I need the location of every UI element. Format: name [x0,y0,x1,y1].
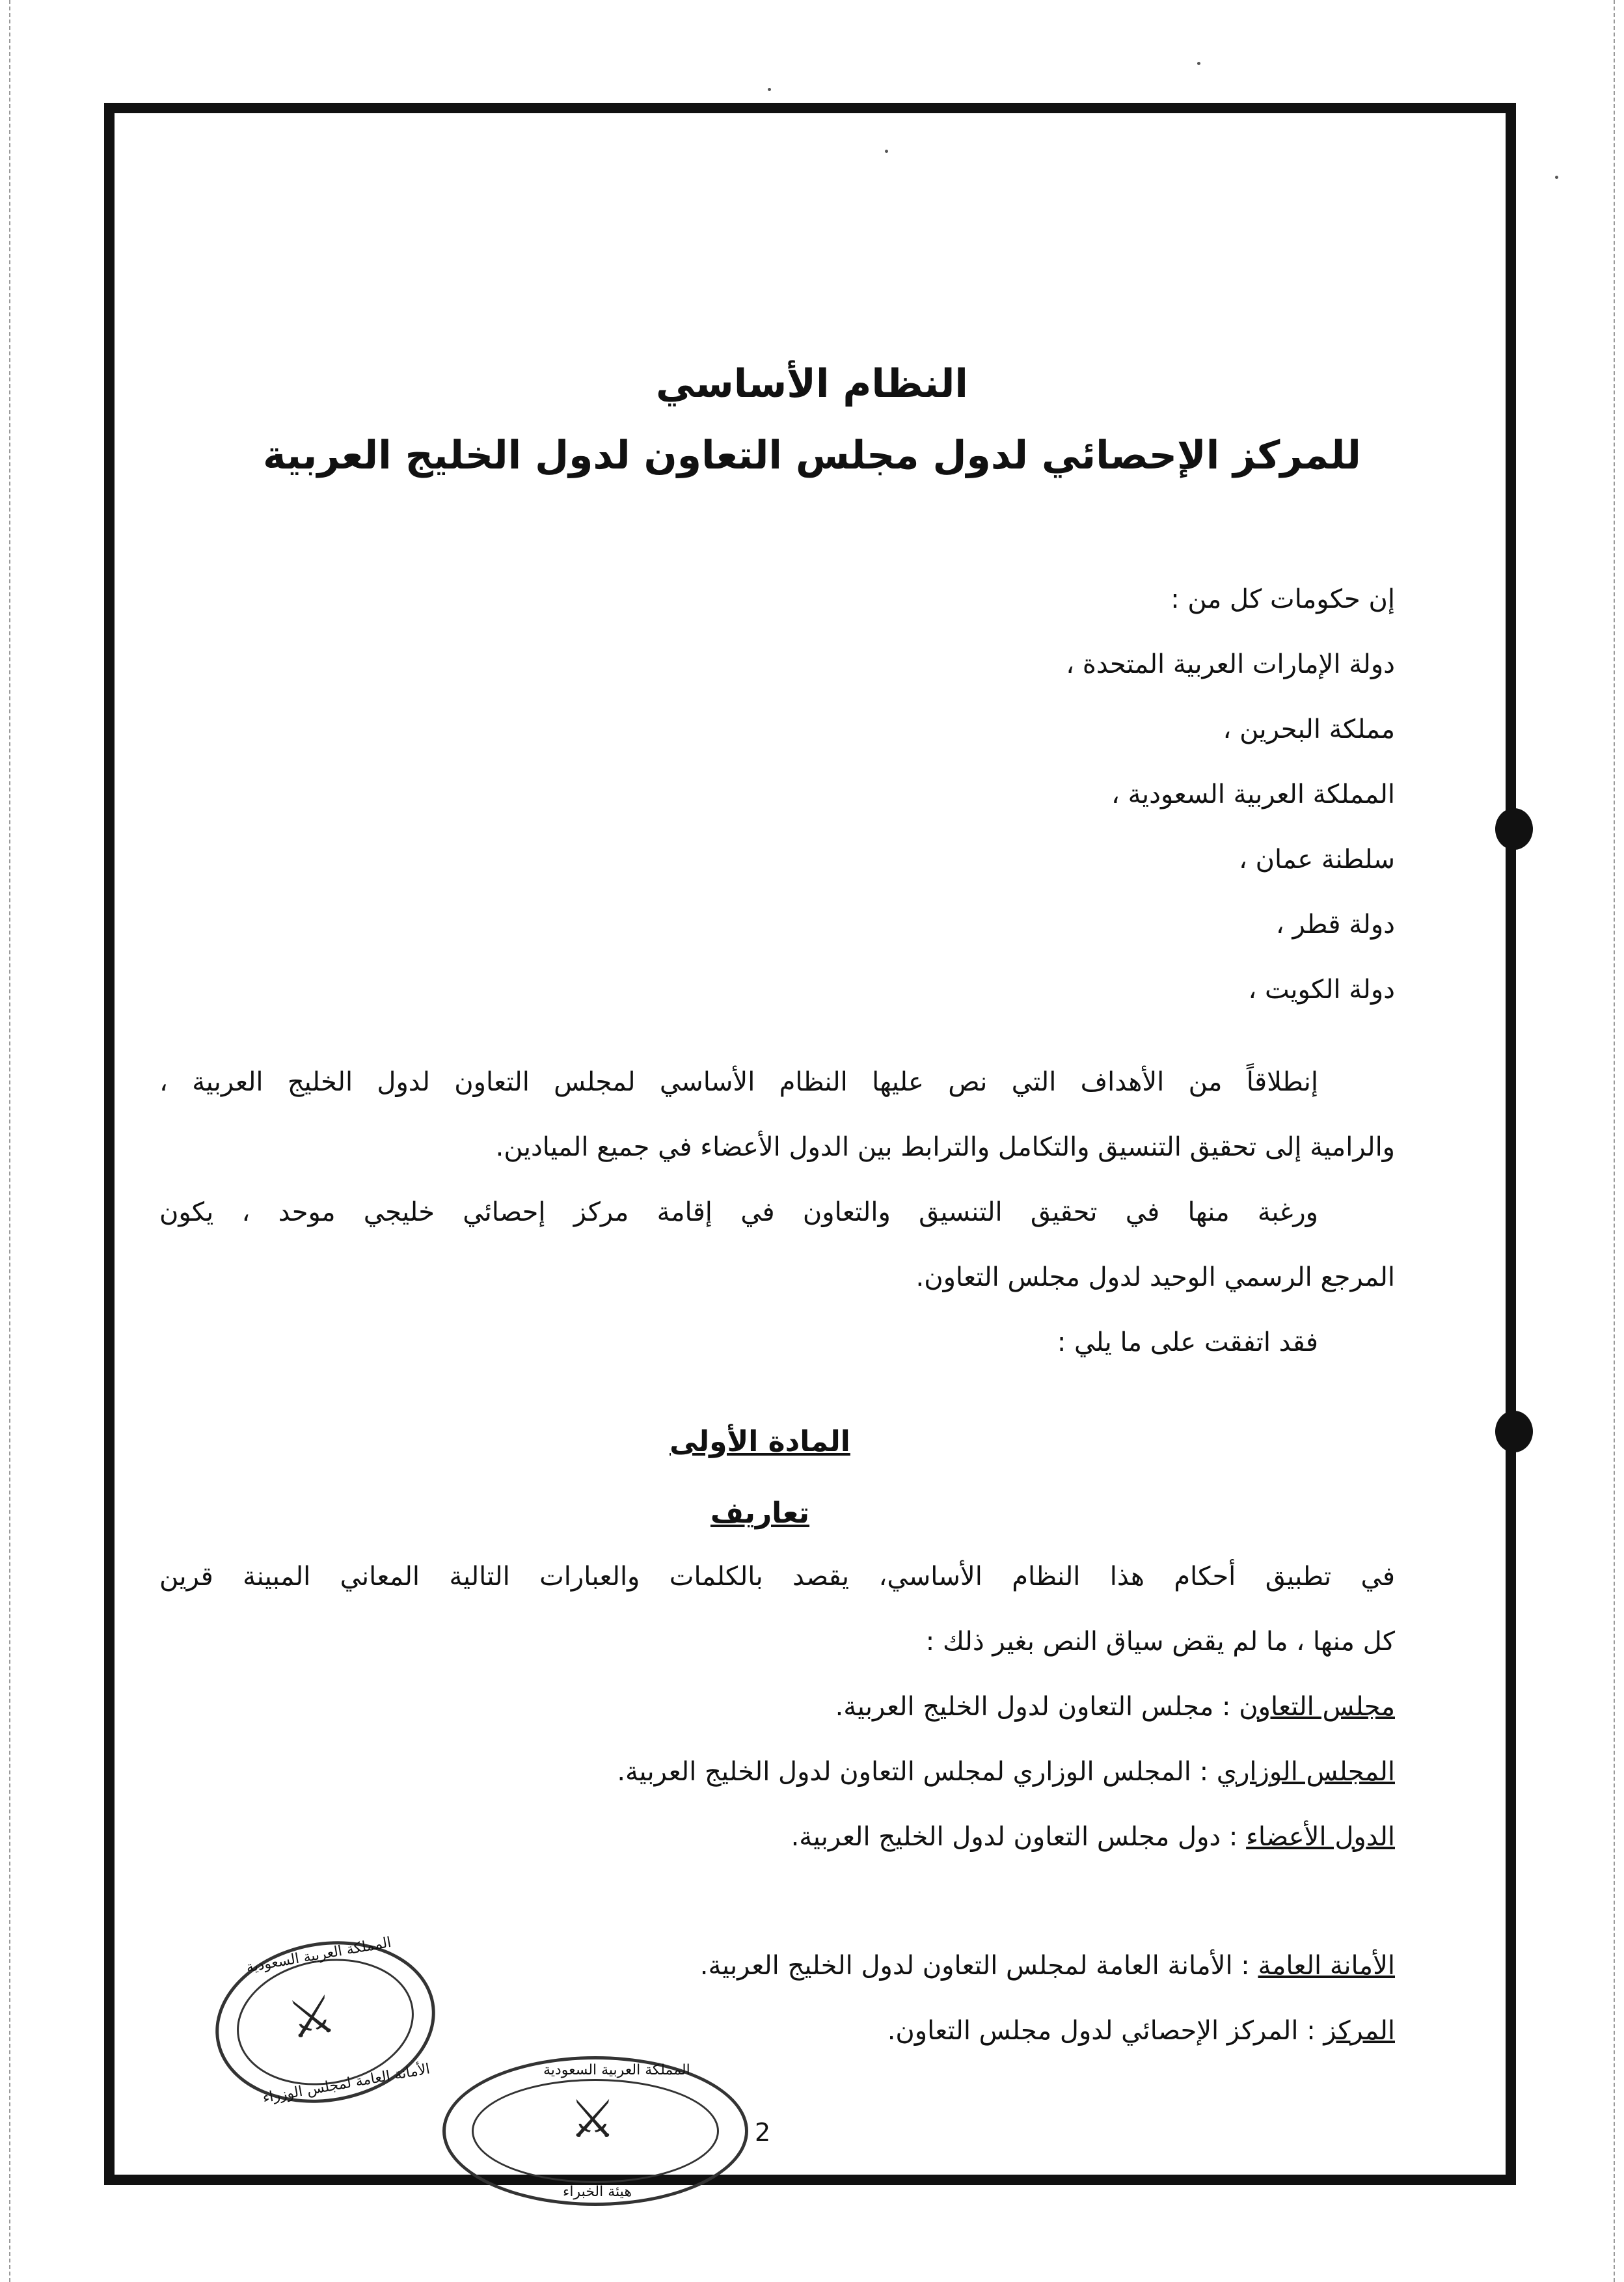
scan-speck [768,88,771,91]
stamp-text: الأمانة العامة لمجلس الوزراء [261,2061,431,2107]
definition-item [835,1692,1395,1722]
definition-term: مجلس التعاون [1239,1692,1395,1722]
scan-edge-left [9,0,10,2282]
page-number: 2 [755,2118,771,2147]
palm-swords-emblem-icon: ⚔ [283,1983,340,2052]
country-item: مملكة البحرين ، [1223,714,1395,744]
definition-item [617,1757,1395,1787]
intro-line: إن حكومات كل من : [1171,584,1395,614]
scan-edge-right [1614,0,1615,2282]
paragraph-line: والرامية إلى تحقيق التنسيق والتكامل والترابط بين الدول الأعضاء في جميع الميادين. [495,1132,1395,1162]
stamp-text: هيئة الخبراء [563,2184,632,2200]
definition-item [887,2016,1395,2046]
paragraph-line: إنطلاقاً من الأهداف التي نص عليها النظام الأساسي لمجلس التعاون لدول الخليج العربية ، [159,1067,1318,1097]
agreement-line: فقد اتفقت على ما يلي : [1057,1327,1318,1357]
definitions-intro-line: كل منها ، ما لم يقض سياق النص بغير ذلك : [925,1627,1395,1657]
country-item: سلطنة عمان ، [1239,845,1395,875]
scan-speck [1555,176,1558,179]
definition-text: : مجلس التعاون لدول الخليج العربية. [835,1692,1239,1722]
definition-text: : المركز الإحصائي لدول مجلس التعاون. [887,2016,1324,2046]
country-item: دولة الإمارات العربية المتحدة ، [1066,649,1395,679]
stamp-text: المملكة العربية السعودية [245,1934,393,1976]
country-item: دولة الكويت ، [1248,975,1395,1005]
official-stamp [442,2056,748,2206]
document-title: النظام الأساسي [656,361,968,407]
country-item: دولة قطر ، [1275,910,1395,940]
definition-text: : دول مجلس التعاون لدول الخليج العربية. [791,1822,1247,1852]
paragraph-line: المرجع الرسمي الوحيد لدول مجلس التعاون. [915,1262,1395,1292]
paragraph-line: ورغبة منها في تحقيق التنسيق والتعاون في إقامة مركز إحصائي خليجي موحد ، يكون [159,1197,1318,1227]
definition-term: المجلس الوزاري [1216,1757,1395,1787]
document-subtitle: للمركز الإحصائي لدول مجلس التعاون لدول الخليج العربية [263,433,1361,478]
stamp-text: المملكة العربية السعودية [543,2062,690,2078]
definition-text: : الأمانة العامة لمجلس التعاون لدول الخليج العربية. [699,1951,1258,1981]
definition-text: : المجلس الوزاري لمجلس التعاون لدول الخليج العربية. [617,1757,1217,1787]
article-heading: المادة الأولى [670,1425,850,1458]
definition-item [791,1822,1395,1852]
definition-term: المركز [1323,2016,1395,2046]
scan-speck [1197,62,1200,65]
definitions-intro-line: في تطبيق أحكام هذا النظام الأساسي، يقصد بالكلمات والعبارات التالية المعاني المبينة قرين [159,1562,1395,1592]
country-item: المملكة العربية السعودية ، [1111,780,1395,809]
definition-term: الدول الأعضاء [1246,1822,1395,1852]
definition-term: الأمانة العامة [1258,1951,1395,1981]
punch-hole [1495,1411,1533,1452]
article-subheading: تعاريف [710,1497,810,1530]
punch-hole [1495,808,1533,850]
palm-swords-emblem-icon: ⚔ [569,2089,616,2149]
definition-item [700,1951,1395,1981]
